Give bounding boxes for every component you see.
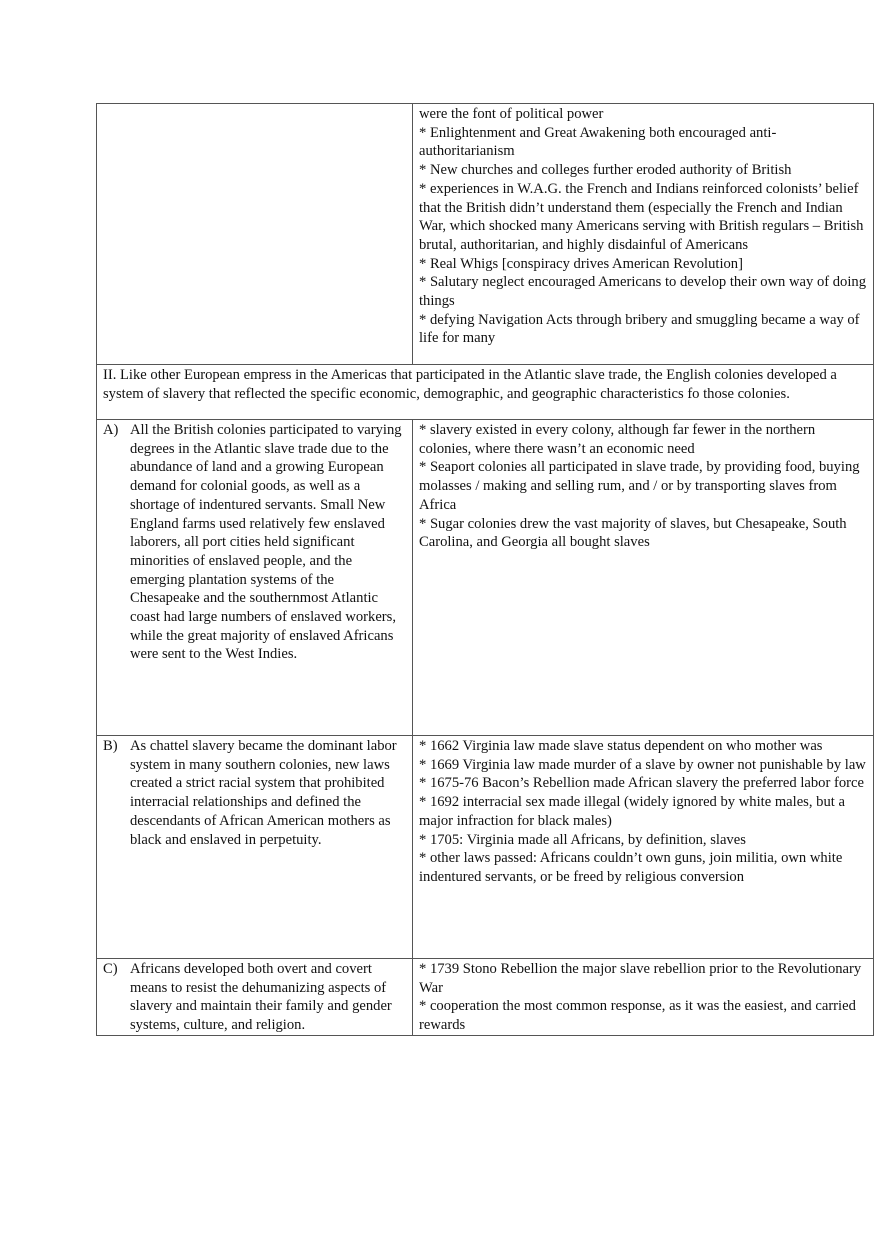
section-heading: II. Like other European empress in the Americas that participated in the Atlantic slave trade, the English colonies developed a system of slavery that reflected the specific economic, demographic, and geographic characteristics fo those colonies.	[97, 365, 874, 420]
item-text: As chattel slavery became the dominant labor system in many southern colonies, new laws created a strict racial system that prohibited interracial relationships and defined the descendants of African American mothers as black and enslaved in perpetuity.	[130, 738, 397, 848]
note-line: * 1675-76 Bacon’s Rebellion made African slavery the preferred labor force	[419, 775, 864, 792]
concept-b	[97, 736, 413, 959]
note-line: * 1705: Virginia made all Africans, by definition, slaves	[419, 831, 746, 848]
note-line: * experiences in W.A.G. the French and Indians reinforced colonists’ belief that the British didn’t understand them (especially the French and Indian War, which shocked many Americans serving with British regulars – British brutal, authoritarian, and highly disdainful of Americans	[419, 180, 864, 253]
continuation-notes	[413, 104, 874, 365]
section-heading-row	[97, 365, 874, 420]
note-line: * Seaport colonies all participated in slave trade, by providing food, buying molasses / making and selling rum, and / or by transporting slaves from Africa	[419, 459, 860, 513]
note-line: * defying Navigation Acts through bribery and smuggling became a way of life for many	[419, 311, 860, 347]
note-line: * Enlightenment and Great Awakening both encouraged anti-authoritarianism	[419, 124, 777, 160]
row-c	[97, 959, 874, 1036]
item-label: B)	[103, 738, 118, 754]
note-line: * Salutary neglect encouraged Americans to develop their own way of doing things	[419, 274, 866, 310]
note-line: * other laws passed: Africans couldn’t own guns, join militia, own white indentured servants, or be freed by religious conversion	[419, 850, 843, 885]
item-text: All the British colonies participated to varying degrees in the Atlantic slave trade due to the abundance of land and a growing European demand for colonial goods, as well as a shortage of indentured servants. Small New England farms used relatively few enslaved laborers, all port cities held significant minorities of enslaved people, and the emerging plantation systems of the Chesapeake and the southernmost Atlantic coast had large numbers of enslaved workers, while the great majority of enslaved Africans were sent to the West Indies.	[130, 422, 402, 663]
note-line: were the font of political power	[419, 106, 604, 122]
row-a	[97, 420, 874, 736]
empty-cell	[97, 104, 413, 365]
note-line: * slavery existed in every colony, although far fewer in the northern colonies, where there wasn’t an economic need	[419, 422, 816, 457]
note-line: * Real Whigs [conspiracy drives American Revolution]	[419, 255, 743, 272]
row-b	[97, 736, 874, 959]
note-line: * 1662 Virginia law made slave status dependent on who mother was	[419, 738, 823, 754]
note-line: * 1739 Stono Rebellion the major slave rebellion prior to the Revolutionary War	[419, 961, 862, 996]
item-label: C)	[103, 961, 118, 977]
concept-c	[97, 959, 413, 1036]
continuation-row	[97, 104, 874, 365]
item-text: Africans developed both overt and covert means to resist the dehumanizing aspects of slavery and maintain their family and gender systems, culture, and religion.	[130, 961, 392, 1034]
note-line: * Sugar colonies drew the vast majority of slaves, but Chesapeake, South Carolina, and Georgia all bought slaves	[419, 515, 847, 551]
notes-b	[413, 736, 874, 959]
note-line: * 1669 Virginia law made murder of a slave by owner not punishable by law	[419, 756, 866, 773]
note-line: * cooperation the most common response, as it was the easiest, and carried rewards	[419, 998, 856, 1034]
notes-a	[413, 420, 874, 736]
item-label: A)	[103, 422, 119, 438]
notes-c	[413, 959, 874, 1036]
note-line: * 1692 interracial sex made illegal (widely ignored by white males, but a major infraction for black males)	[419, 794, 845, 829]
concept-a	[97, 420, 413, 736]
notes-table	[96, 103, 874, 1036]
note-line: * New churches and colleges further eroded authority of British	[419, 162, 792, 179]
